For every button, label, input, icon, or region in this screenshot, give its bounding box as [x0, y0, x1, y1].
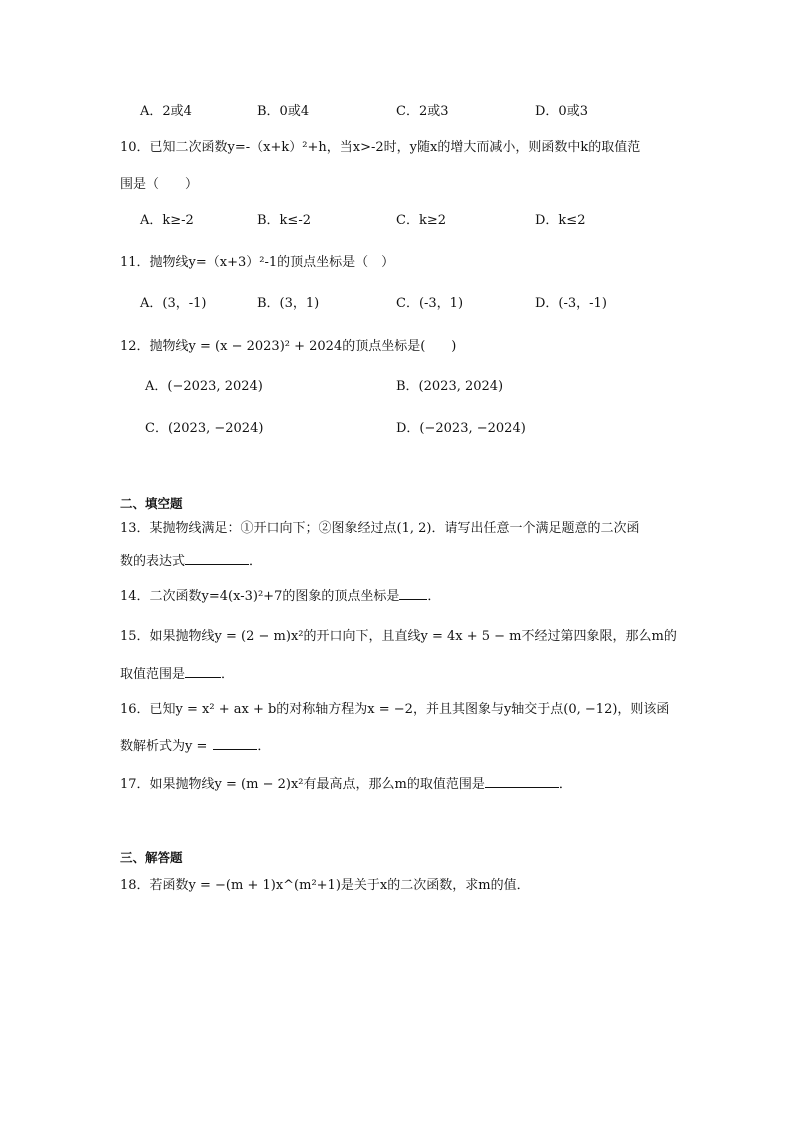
q16-end-mark: ．	[257, 739, 271, 754]
q11-option-b[interactable]: B．(3，1)	[257, 296, 320, 311]
q15-stem-line2-text: 取值范围是	[120, 667, 186, 682]
q13-end-mark: ．	[249, 554, 263, 569]
q11-option-c[interactable]: C．(-3，1)	[396, 296, 464, 311]
q10-option-a[interactable]: A．k≥-2	[140, 213, 194, 228]
q11-option-a[interactable]: A．(3，-1)	[140, 296, 207, 311]
q18-stem: 18．若函数y = −(m + 1)x^(m²+1)是关于x的二次函数，求m的值．	[120, 878, 530, 893]
q14-answer-blank[interactable]	[399, 587, 427, 600]
q17-stem-text: 17．如果抛物线y = (m − 2)x²有最高点，那么m的取值范围是	[120, 777, 485, 792]
q15-stem-line1: 15．如果抛物线y = (2 − m)x²的开口向下，且直线y = 4x + 5 − m不经过第四象限，那么m的	[120, 629, 677, 644]
q13-stem-line2	[120, 552, 262, 571]
q9-option-a[interactable]: A．2或4	[140, 104, 192, 119]
q16-answer-blank[interactable]	[213, 737, 257, 750]
q16-stem-line2	[120, 737, 270, 756]
q13-stem-line1: 13．某抛物线满足：①开口向下；②图象经过点(1, 2)．请写出任意一个满足题意的二次函	[120, 521, 640, 536]
q14-end-mark: ．	[427, 589, 441, 604]
q10-option-c[interactable]: C．k≥2	[396, 213, 446, 228]
q17-end-mark: ．	[558, 777, 572, 792]
q13-stem-line2-text: 数的表达式	[120, 554, 186, 569]
q10-option-b[interactable]: B．k≤-2	[257, 213, 311, 228]
q10-stem-line2: 围是（ ）	[120, 177, 199, 192]
q17-answer-blank[interactable]	[485, 775, 559, 788]
q13-answer-blank[interactable]	[185, 552, 249, 565]
q12-option-c[interactable]: C．(2023, −2024)	[145, 421, 264, 436]
q9-option-d[interactable]: D．0或3	[535, 104, 588, 119]
q12-option-b[interactable]: B．(2023, 2024)	[396, 379, 504, 394]
q10-option-d[interactable]: D．k≤2	[535, 213, 586, 228]
q16-stem-line2-text: 数解析式为y =	[120, 739, 208, 754]
q11-option-d[interactable]: D．(-3，-1)	[535, 296, 607, 311]
q9-option-c[interactable]: C．2或3	[396, 104, 449, 119]
q15-stem-line2	[120, 665, 234, 684]
q11-stem: 11．抛物线y=（x+3）²-1的顶点坐标是（ ）	[120, 255, 395, 270]
q15-end-mark: ．	[221, 667, 235, 682]
q17-stem	[120, 775, 572, 794]
q12-option-a[interactable]: A．(−2023, 2024)	[145, 379, 263, 394]
section-fill-blank-heading: 二、填空题	[120, 496, 183, 511]
q12-option-d[interactable]: D．(−2023, −2024)	[396, 421, 526, 436]
q15-answer-blank[interactable]	[185, 665, 221, 678]
section-solve-heading: 三、解答题	[120, 850, 183, 865]
q16-stem-line1: 16．已知y = x² + ax + b的对称轴方程为x = −2，并且其图象与y轴交于点(0, −12)，则该函	[120, 702, 670, 717]
q9-option-b[interactable]: B．0或4	[257, 104, 310, 119]
q10-stem-line1: 10．已知二次函数y=-（x+k）²+h，当x>-2时，y随x的增大而减小，则函数中k的取值范	[120, 140, 641, 155]
q14-stem	[120, 587, 440, 606]
q12-stem: 12．抛物线y = (x − 2023)² + 2024的顶点坐标是( )	[120, 339, 457, 354]
q14-stem-text: 14．二次函数y=4(x-3)²+7的图象的顶点坐标是	[120, 589, 400, 604]
